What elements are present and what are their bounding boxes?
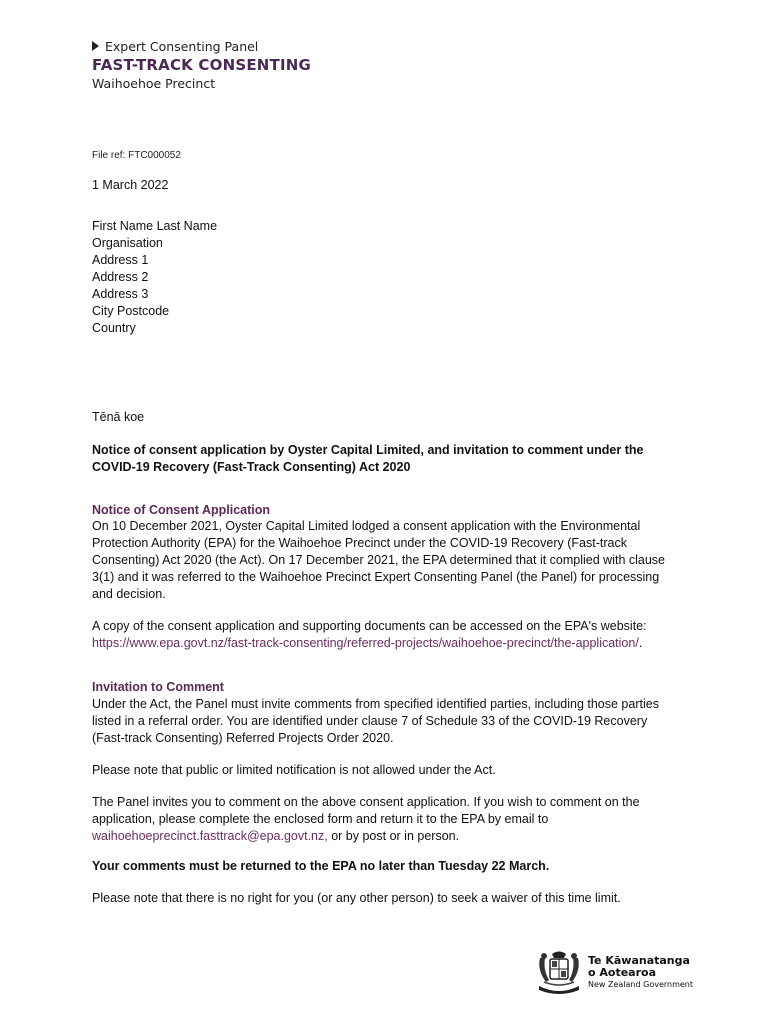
maori-name-line2: o Aotearoa <box>588 965 657 979</box>
recipient-address <box>92 218 217 337</box>
triangle-bullet-icon <box>92 41 99 51</box>
notice-paragraph: On 10 December 2021, Oyster Capital Limited lodged a consent application with the Environmental Protection Authority (EPA) for the Waihoehoe Precinct under the COVID-19 Recovery (Fast-track Consenting) Act 2020 (the Act). On 17 December 2021, the EPA determined that it complied with clause 3(1) and it was referred to the Waihoehoe Precinct Expert Consenting Panel (the Panel) for processing and decision. <box>92 519 666 601</box>
address-line: Address 1 <box>92 253 149 267</box>
address-line: City Postcode <box>92 304 170 318</box>
email-link[interactable]: waihoehoeprecinct.fasttrack@epa.govt.nz, <box>92 829 328 843</box>
deadline-notice: Your comments must be returned to the EPA no later than Tuesday 22 March. <box>92 859 550 873</box>
maori-name-line1: Te Kāwanatanga <box>588 953 690 967</box>
copy-end: . <box>638 636 643 650</box>
copy-paragraph <box>92 618 682 652</box>
address-line: Country <box>92 321 136 335</box>
coat-of-arms-icon <box>534 948 584 996</box>
copy-text: A copy of the consent application and supporting documents can be accessed on the EPA's website: <box>92 619 647 633</box>
english-name: New Zealand Government <box>588 979 694 989</box>
invite-end: or by post or in person. <box>327 829 460 843</box>
waiver-notice: Please note that there is no right for you (or any other person) to seek a waiver of this time limit. <box>92 891 621 905</box>
letter-date: 1 March 2022 <box>92 178 169 192</box>
invite-text: The Panel invites you to comment on the above consent application. If you wish to comment on the application, please complete the enclosed form and return it to the EPA by email to <box>92 795 640 826</box>
section-heading-notice: Notice of Consent Application <box>92 503 271 517</box>
panel-line <box>92 38 311 54</box>
greeting: Tēnā koe <box>92 410 145 424</box>
address-line: Organisation <box>92 236 163 250</box>
letterhead <box>92 38 311 91</box>
file-reference: File ref: FTC000052 <box>92 150 181 161</box>
address-line: Address 3 <box>92 287 149 301</box>
address-line: First Name Last Name <box>92 219 218 233</box>
address-line: Address 2 <box>92 270 149 284</box>
invitation-paragraph: Under the Act, the Panel must invite comments from specified identified parties, including those parties listed in a referral order. You are identified under clause 7 of Schedule 33 of the COVID-19 Recovery (Fast-track Consenting) Referred Projects Order 2020. <box>92 697 659 745</box>
section-heading-invitation: Invitation to Comment <box>92 680 224 694</box>
notification-paragraph: Please note that public or limited notification is not allowed under the Act. <box>92 763 496 777</box>
government-logo <box>534 948 694 996</box>
invite-paragraph <box>92 794 682 845</box>
precinct-name: Waihoehoe Precinct <box>92 76 216 91</box>
application-link[interactable]: https://www.epa.govt.nz/fast-track-consenting/referred-projects/waihoehoe-precinct/the-application/ <box>92 636 639 650</box>
letterhead-title: FAST-TRACK CONSENTING <box>92 56 312 74</box>
panel-name: Expert Consenting Panel <box>105 38 259 54</box>
letter-subject: Notice of consent application by Oyster Capital Limited, and invitation to comment under the COVID-19 Recovery (Fast-Track Consenting) Act 2020 <box>92 443 644 474</box>
government-wordmark <box>588 955 693 990</box>
